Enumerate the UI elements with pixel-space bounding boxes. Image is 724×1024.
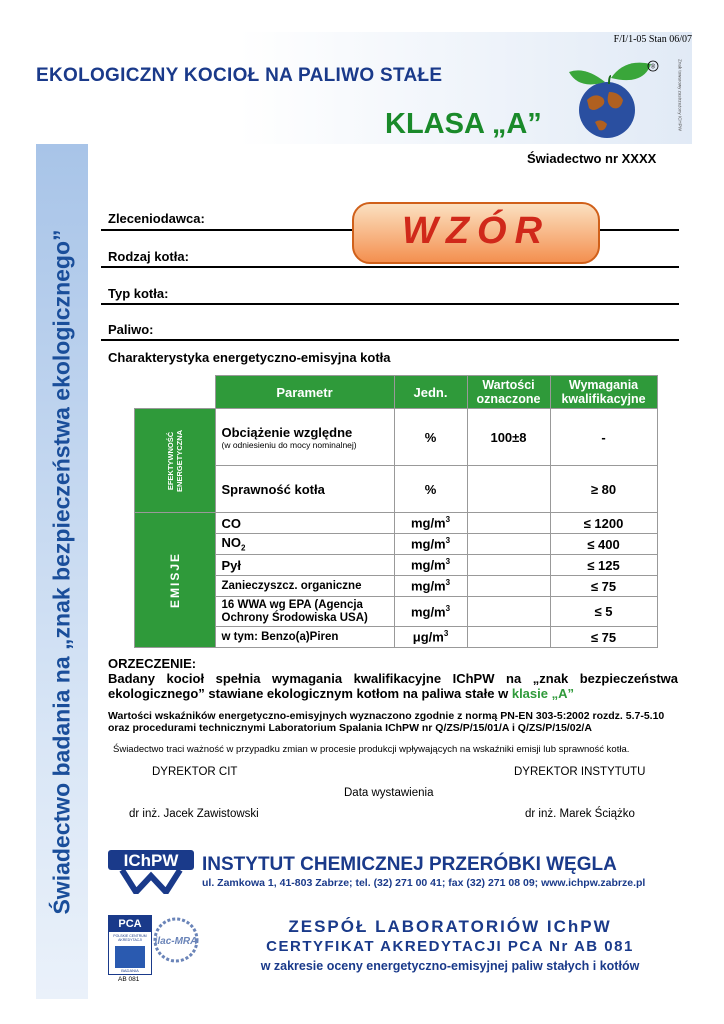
row-no2-unit: $mg/m^3$ (394, 534, 467, 555)
col-header-values: Wartości oznaczone (467, 376, 550, 409)
field-fuel-line (101, 339, 679, 341)
methodology-note: Wartości wskaźników energetyczno-emisyjnych wyznaczono zgodnie z normą PN-EN 303-5:2002 rozdz. 5.7-5.10 oraz procedurami technicznymi Laboratorium Spalania IChPW nr Q/ZS/P/15/01/A i Q/ZS/P/15/02/A (108, 710, 665, 734)
row-co-value (467, 513, 550, 534)
left-signatory-name: dr inż. Jacek Zawistowski (129, 808, 259, 820)
row-no2-name: $NO_2$ (215, 534, 394, 555)
validity-note: Świadectwo traci ważność w przypadku zmian w procesie produkcji wpływających na wskaźniki emisji lub sprawność kotła. (113, 744, 630, 755)
document-title: EKOLOGICZNY KOCIOŁ NA PALIWO STAŁE (36, 65, 443, 86)
row-organic-req: ≤ 75 (550, 576, 657, 597)
group-energy-efficiency: EFEKTYWNOŚĆ ENERGETYCZNA (135, 409, 216, 513)
institute-address: ul. Zamkowa 1, 41-803 Zabrze; tel. (32) 271 00 41; fax (32) 271 08 09; www.ichpw.zabrze.pl (202, 877, 646, 889)
conclusion-text: Badany kocioł spełnia wymagania kwalifikacyjne IChPW na „znak bezpieczeństwa ekologicznego” stawiane ekologicznym kotłom na paliwa stałe w klasie „A” (108, 671, 678, 701)
row-organic-unit: $mg/m^3$ (394, 576, 467, 597)
left-signatory-role: DYREKTOR CIT (152, 766, 238, 778)
conclusion-title: ORZECZENIE: (108, 656, 197, 671)
row-organic-value (467, 576, 550, 597)
row-dust-req: ≤ 125 (550, 555, 657, 576)
col-header-parameter: Parametr (215, 376, 394, 409)
accreditation-scope: w zakresie oceny energetyczno-emisyjnej paliw stałych i kotłów (260, 959, 640, 973)
specimen-stamp-text: WZÓR (401, 210, 551, 252)
certificate-number: Świadectwo nr XXXX (527, 151, 657, 166)
section-title: Charakterystyka energetyczno-emisyjna kotła (108, 350, 391, 365)
group-emissions: EMISJE (135, 513, 216, 648)
svg-text:IChPW: IChPW (123, 851, 179, 870)
row-load-name: Obciążenie względne (w odniesieniu do mocy nominalnej) (215, 409, 394, 466)
row-no2-req: ≤ 400 (550, 534, 657, 555)
ilac-mra-logo (152, 916, 200, 972)
specimen-stamp (352, 202, 600, 264)
row-bap-value (467, 627, 550, 648)
ichpw-logo (108, 846, 194, 894)
row-pah-value (467, 597, 550, 627)
issue-date-label: Data wystawienia (344, 787, 434, 799)
row-dust-unit: $mg/m^3$ (394, 555, 467, 576)
row-load-value: 100±8 (467, 409, 550, 466)
class-label: KLASA „A” (385, 108, 542, 140)
row-efficiency-req: ≥ 80 (550, 466, 657, 513)
row-efficiency-value (467, 466, 550, 513)
conclusion-class: klasie „A” (511, 686, 574, 701)
right-signatory-name: dr inż. Marek Ściążko (525, 808, 635, 820)
trademark-note: Znak towarowy zastrzeżony ICHPW (677, 59, 683, 131)
row-efficiency-unit: % (394, 466, 467, 513)
sidebar-caption (36, 144, 88, 999)
row-organic-name: Zanieczyszcz. organiczne (215, 576, 394, 597)
row-bap-unit: $\mu g/m^3$ (394, 627, 467, 648)
row-no2-value (467, 534, 550, 555)
row-load-unit: % (394, 409, 467, 466)
row-bap-req: ≤ 75 (550, 627, 657, 648)
form-code: F/I/1-05 Stan 06/07 (613, 34, 692, 45)
field-boiler-kind-line (101, 266, 679, 268)
field-fuel: Paliwo: (108, 322, 154, 337)
right-signatory-role: DYREKTOR INSTYTUTU (514, 766, 646, 778)
eco-globe-logo (565, 52, 675, 142)
row-pah-unit: $mg/m^3$ (394, 597, 467, 627)
row-pah-req: ≤ 5 (550, 597, 657, 627)
row-co-req: ≤ 1200 (550, 513, 657, 534)
svg-text:ilac-MRA: ilac-MRA (154, 936, 198, 947)
row-co-name: CO (215, 513, 394, 534)
parameters-table (134, 375, 658, 648)
svg-text:®: ® (650, 64, 656, 71)
lab-group-name: ZESPÓŁ LABORATORIÓW IChPW (288, 917, 612, 936)
field-boiler-type: Typ kotła: (108, 286, 169, 301)
accreditation-certificate: CERTYFIKAT AKREDYTACJI PCA Nr AB 081 (266, 938, 634, 955)
row-dust-name: Pył (215, 555, 394, 576)
col-header-unit: Jedn. (394, 376, 467, 409)
row-pah-name: 16 WWA wg EPA (Agencja Ochrony Środowiska USA) (215, 597, 394, 627)
row-load-req: - (550, 409, 657, 466)
row-efficiency-name: Sprawność kotła (215, 466, 394, 513)
row-dust-value (467, 555, 550, 576)
institute-name: INSTYTUT CHEMICZNEJ PRZERÓBKI WĘGLA (202, 854, 617, 875)
field-boiler-kind: Rodzaj kotła: (108, 249, 189, 264)
row-co-unit: $mg/m^3$ (394, 513, 467, 534)
sidebar-caption-text: Świadectwo badania na „znak bezpieczeństwa ekologicznego” (48, 228, 75, 915)
row-bap-name: w tym: Benzo(a)Piren (215, 627, 394, 648)
pca-logo: PCA POLSKIE CENTRUM AKREDYTACJI BADANIA (108, 915, 152, 975)
field-boiler-type-line (101, 303, 679, 305)
col-header-requirements: Wymagania kwalifikacyjne (550, 376, 657, 409)
conclusion (108, 656, 678, 701)
field-client: Zleceniodawca: (108, 211, 205, 226)
pca-ab-number: AB 081 (118, 976, 140, 983)
